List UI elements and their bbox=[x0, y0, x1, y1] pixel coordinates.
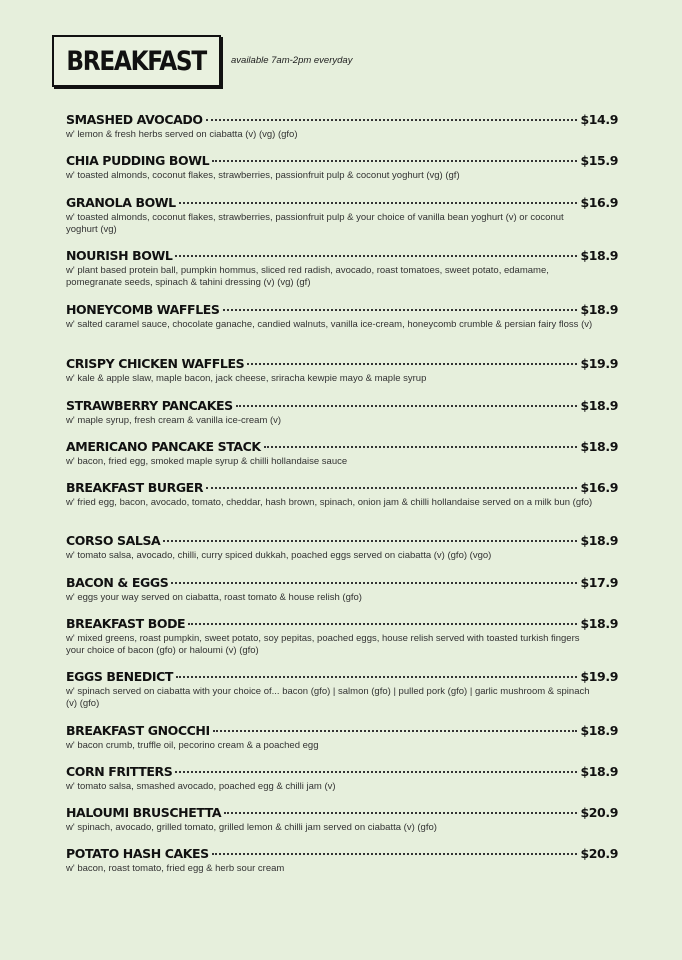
menu-item-name: AMERICANO PANCAKE STACK bbox=[66, 439, 261, 454]
menu-item-description: w' mixed greens, roast pumpkin, sweet potato, soy pepitas, poached eggs, house relish served with toasted turkish fingers your choice of bacon (gfo) or haloumi (v) (gfo) bbox=[66, 633, 580, 656]
dot-leader bbox=[212, 853, 578, 855]
menu-item bbox=[66, 356, 618, 385]
menu-header bbox=[52, 35, 352, 87]
menu-item bbox=[66, 616, 618, 657]
menu-item-price: $15.9 bbox=[580, 153, 618, 168]
menu-item-name: STRAWBERRY PANCAKES bbox=[66, 398, 233, 413]
menu-item bbox=[66, 302, 618, 331]
menu-item-header bbox=[66, 805, 618, 822]
menu-item-name: SMASHED AVOCADO bbox=[66, 112, 203, 127]
menu-item-description: w' toasted almonds, coconut flakes, strawberries, passionfruit pulp & coconut yoghurt (vg) (gf) bbox=[66, 170, 460, 181]
menu-item-description: w' fried egg, bacon, avocado, tomato, cheddar, hash brown, spinach, onion jam & chilli hollandaise served on a milk bun (gfo) bbox=[66, 497, 593, 508]
menu-item-name: BREAKFAST BODE bbox=[66, 616, 186, 631]
menu-item-description: w' kale & apple slaw, maple bacon, jack cheese, sriracha kewpie mayo & maple syrup bbox=[66, 373, 427, 384]
menu-item bbox=[66, 575, 618, 604]
menu-item-name: BREAKFAST BURGER bbox=[66, 480, 204, 495]
dot-leader bbox=[206, 119, 578, 121]
menu-item-name: NOURISH BOWL bbox=[66, 248, 173, 263]
menu-item-header bbox=[66, 480, 618, 497]
menu-item-name: CHIA PUDDING BOWL bbox=[66, 153, 210, 168]
dot-leader bbox=[206, 487, 577, 489]
dot-leader bbox=[224, 812, 577, 814]
menu-item-name: BACON & EGGS bbox=[66, 575, 169, 590]
menu-item bbox=[66, 439, 618, 468]
menu-item-description: w' plant based protein ball, pumpkin hommus, sliced red radish, avocado, roast tomatoes, sweet potato, edamame, pomegranate seeds, spinach & tahini dressing (v) (vg) (gf) bbox=[66, 265, 549, 288]
menu-item-name: GRANOLA BOWL bbox=[66, 195, 176, 210]
menu-item-description: w' lemon & fresh herbs served on ciabatta (v) (vg) (gfo) bbox=[66, 129, 298, 140]
menu-item-header bbox=[66, 669, 618, 686]
menu-item-price: $18.9 bbox=[580, 764, 618, 779]
dot-leader bbox=[236, 405, 578, 407]
dot-leader bbox=[213, 730, 578, 732]
dot-leader bbox=[175, 771, 577, 773]
menu-item-price: $20.9 bbox=[580, 805, 618, 820]
menu-item-price: $18.9 bbox=[580, 616, 618, 631]
menu-item-header bbox=[66, 723, 618, 740]
menu-item-description: w' spinach, avocado, grilled tomato, grilled lemon & chilli jam served on ciabatta (v) (gfo) bbox=[66, 822, 437, 833]
menu-item-description: w' maple syrup, fresh cream & vanilla ice-cream (v) bbox=[66, 415, 282, 426]
menu-item-price: $18.9 bbox=[580, 533, 618, 548]
dot-leader bbox=[212, 160, 577, 162]
dot-leader bbox=[163, 540, 577, 542]
menu-item bbox=[66, 846, 618, 875]
menu-item-price: $18.9 bbox=[580, 723, 618, 738]
menu-item-description: w' spinach served on ciabatta with your choice of... bacon (gfo) | salmon (gfo) | pulled pork (gfo) | garlic mushroom & spinach (v) (gfo) bbox=[66, 686, 590, 709]
menu-item bbox=[66, 764, 618, 793]
dot-leader bbox=[247, 363, 577, 365]
menu-item-description: w' bacon, fried egg, smoked maple syrup & chilli hollandaise sauce bbox=[66, 456, 348, 467]
menu-item-header bbox=[66, 302, 618, 319]
menu-item-header bbox=[66, 112, 618, 129]
menu-item-description: w' tomato salsa, avocado, chilli, curry spiced dukkah, poached eggs served on ciabatta (v) (gfo) (vgo) bbox=[66, 550, 492, 561]
menu-item-header bbox=[66, 439, 618, 456]
menu-item-description: w' tomato salsa, smashed avocado, poached egg & chilli jam (v) bbox=[66, 781, 336, 792]
menu-item-description: w' bacon crumb, truffle oil, pecorino cream & a poached egg bbox=[66, 740, 319, 751]
menu-item-header bbox=[66, 846, 618, 863]
menu-item-name: BREAKFAST GNOCCHI bbox=[66, 723, 210, 738]
menu-item-header bbox=[66, 195, 618, 212]
menu-item-price: $18.9 bbox=[580, 398, 618, 413]
dot-leader bbox=[188, 623, 577, 625]
menu-item-price: $18.9 bbox=[580, 248, 618, 263]
menu-item-name: HALOUMI BRUSCHETTA bbox=[66, 805, 222, 820]
menu-item bbox=[66, 533, 618, 562]
menu-item-header bbox=[66, 616, 618, 633]
menu-item-header bbox=[66, 575, 618, 592]
menu-item bbox=[66, 805, 618, 834]
title-box bbox=[52, 35, 221, 87]
menu-item-header bbox=[66, 398, 618, 415]
menu-item-price: $18.9 bbox=[580, 302, 618, 317]
menu-item bbox=[66, 112, 618, 141]
menu-item-description: w' eggs your way served on ciabatta, roast tomato & house relish (gfo) bbox=[66, 592, 362, 603]
menu-item bbox=[66, 480, 618, 509]
menu-item-price: $16.9 bbox=[580, 195, 618, 210]
menu-item-name: HONEYCOMB WAFFLES bbox=[66, 302, 220, 317]
menu-item-price: $19.9 bbox=[580, 669, 618, 684]
menu-item bbox=[66, 398, 618, 427]
menu-item-description: w' bacon, roast tomato, fried egg & herb sour cream bbox=[66, 863, 285, 874]
menu-item-header bbox=[66, 153, 618, 170]
menu-item-header bbox=[66, 356, 618, 373]
menu-item-name: CORSO SALSA bbox=[66, 533, 161, 548]
menu-item-header bbox=[66, 533, 618, 550]
menu-item-price: $19.9 bbox=[580, 356, 618, 371]
menu-item bbox=[66, 153, 618, 182]
availability-note: available 7am-2pm everyday bbox=[231, 55, 353, 66]
menu-item-name: EGGS BENEDICT bbox=[66, 669, 174, 684]
menu-item-name: CRISPY CHICKEN WAFFLES bbox=[66, 356, 245, 371]
menu-item-price: $17.9 bbox=[580, 575, 618, 590]
page-title: BREAKFAST bbox=[66, 45, 207, 77]
menu-item-price: $14.9 bbox=[580, 112, 618, 127]
menu-item-header bbox=[66, 248, 618, 265]
menu-item-price: $20.9 bbox=[580, 846, 618, 861]
dot-leader bbox=[264, 446, 578, 448]
dot-leader bbox=[176, 676, 577, 678]
menu-item-description: w' toasted almonds, coconut flakes, strawberries, passionfruit pulp & your choice of vanilla bean yoghurt (v) or coconut yoghurt (vg) bbox=[66, 212, 564, 235]
menu-item bbox=[66, 195, 618, 236]
menu-item-price: $18.9 bbox=[580, 439, 618, 454]
dot-leader bbox=[179, 202, 578, 204]
menu-item-name: POTATO HASH CAKES bbox=[66, 846, 209, 861]
dot-leader bbox=[175, 255, 577, 257]
dot-leader bbox=[223, 309, 578, 311]
menu-item bbox=[66, 248, 618, 289]
menu-item-header bbox=[66, 764, 618, 781]
dot-leader bbox=[171, 582, 577, 584]
menu-item bbox=[66, 669, 618, 710]
menu-item-description: w' salted caramel sauce, chocolate ganache, candied walnuts, vanilla ice-cream, honeycomb crumble & persian fairy floss (v) bbox=[66, 319, 593, 330]
menu-item-price: $16.9 bbox=[580, 480, 618, 495]
menu-item-name: CORN FRITTERS bbox=[66, 764, 173, 779]
menu-item bbox=[66, 723, 618, 752]
